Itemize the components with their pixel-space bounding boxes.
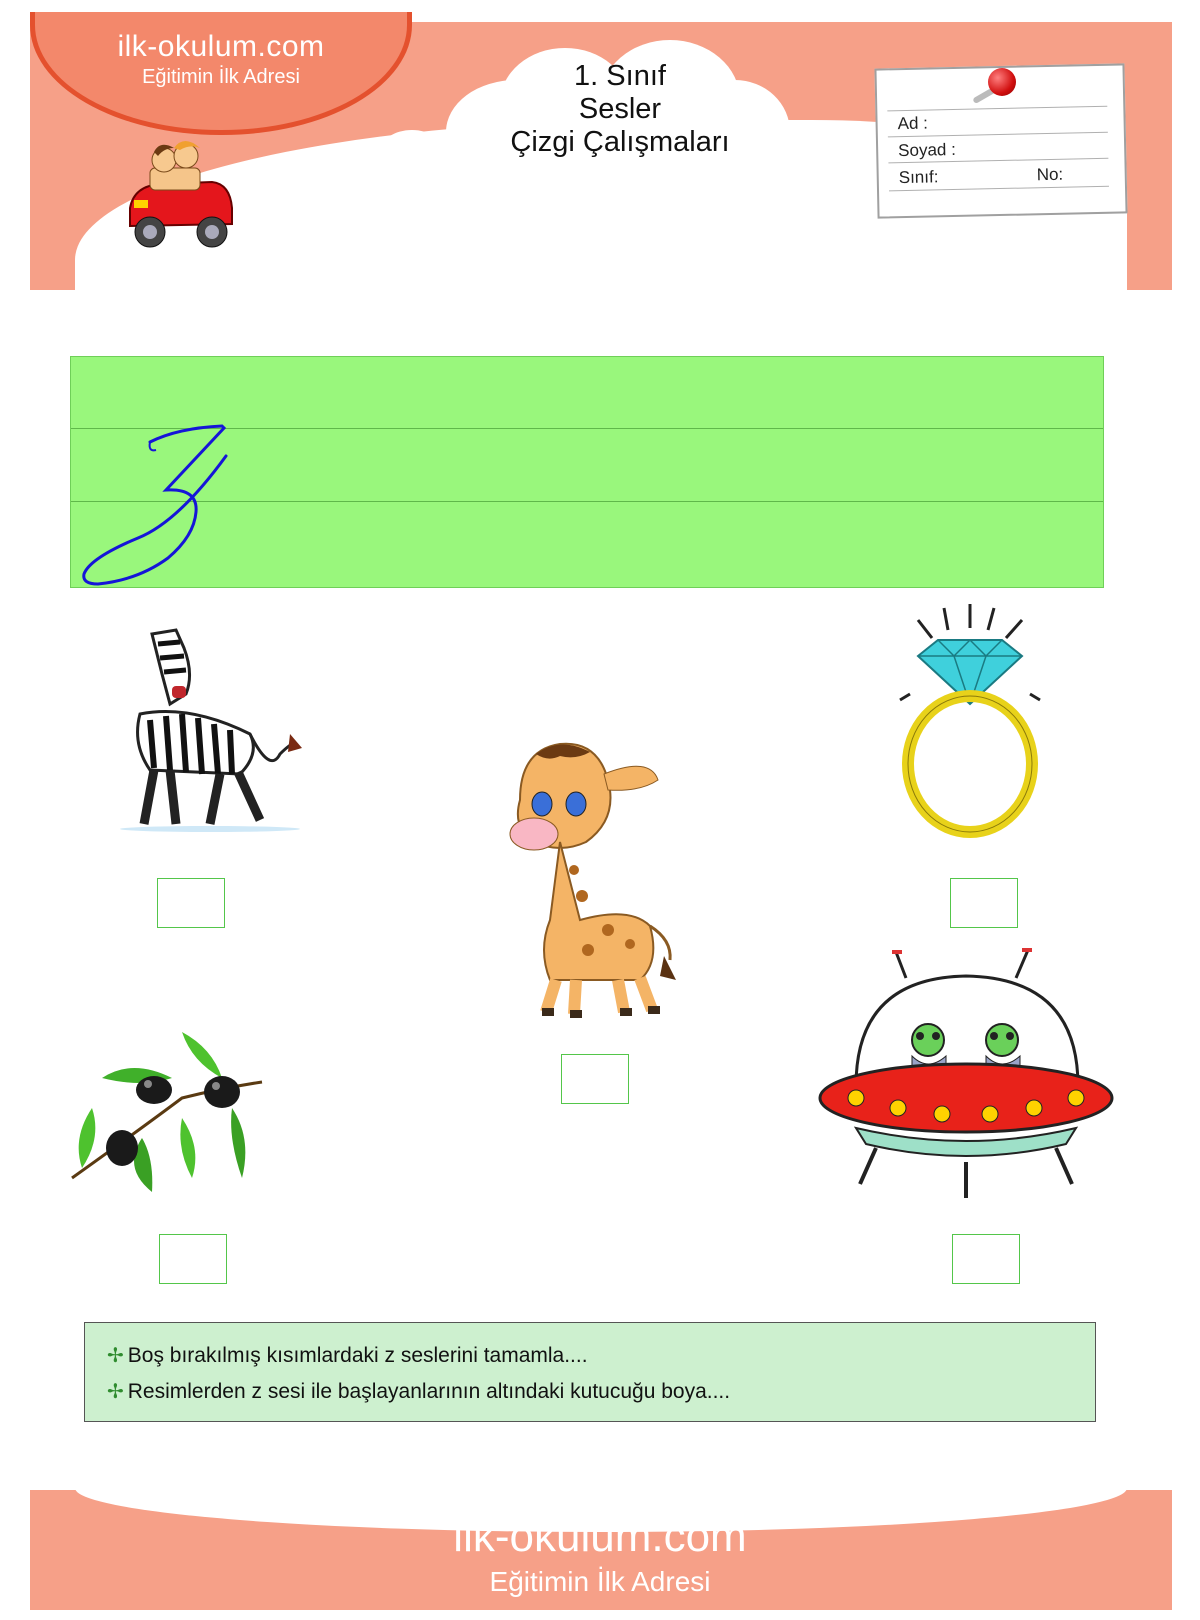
name-label: Ad : — [897, 113, 929, 134]
clover-bullet-icon: ✢ — [107, 1345, 124, 1367]
instruction-text: Boş bırakılmış kısımlardaki z seslerini tamamla.... — [127, 1344, 588, 1367]
answer-box-olive[interactable] — [159, 1234, 227, 1284]
clover-bullet-icon: ✢ — [107, 1381, 124, 1403]
ring-picture[interactable] — [890, 604, 1050, 844]
answer-box-giraffe[interactable] — [561, 1054, 629, 1104]
thought-bubble-medium — [380, 130, 444, 174]
zebra-picture[interactable] — [110, 624, 310, 834]
pushpin-icon — [988, 68, 1016, 96]
answer-box-ufo[interactable] — [952, 1234, 1020, 1284]
instructions-box — [84, 1322, 1096, 1422]
thought-bubble-small — [286, 198, 316, 218]
answer-box-zebra[interactable] — [157, 878, 225, 928]
instruction-item — [107, 1343, 588, 1368]
giraffe-picture[interactable] — [490, 730, 690, 1020]
page-title — [470, 60, 770, 159]
footer-site-name[interactable]: ilk-okulum.com — [453, 1512, 747, 1561]
class-label: Sınıf: — [898, 167, 939, 188]
olive-branch-picture[interactable] — [62, 1018, 272, 1198]
title-line-topic: Sesler — [578, 93, 662, 125]
card-line — [887, 106, 1107, 112]
instruction-item — [107, 1379, 730, 1404]
car-kids-illustration — [120, 138, 240, 258]
ufo-picture[interactable] — [816, 948, 1116, 1204]
cursive-letter-z — [78, 418, 238, 588]
logo-site-name: ilk-okulum.com — [117, 30, 325, 63]
thought-bubble-medium — [322, 176, 364, 204]
number-label: No: — [1036, 164, 1064, 185]
surname-label: Soyad : — [897, 139, 957, 161]
thought-bubble-small — [252, 214, 278, 230]
logo-tagline: Eğitimin İlk Adresi — [142, 66, 300, 88]
answer-box-ring[interactable] — [950, 878, 1018, 928]
instruction-text: Resimlerden z sesi ile başlayanlarının altındaki kutucuğu boya.... — [127, 1380, 731, 1403]
title-line-grade: 1. Sınıf — [574, 60, 666, 92]
footer-tagline: Eğitimin İlk Adresi — [489, 1566, 711, 1597]
title-line-subtitle: Çizgi Çalışmaları — [510, 126, 730, 158]
